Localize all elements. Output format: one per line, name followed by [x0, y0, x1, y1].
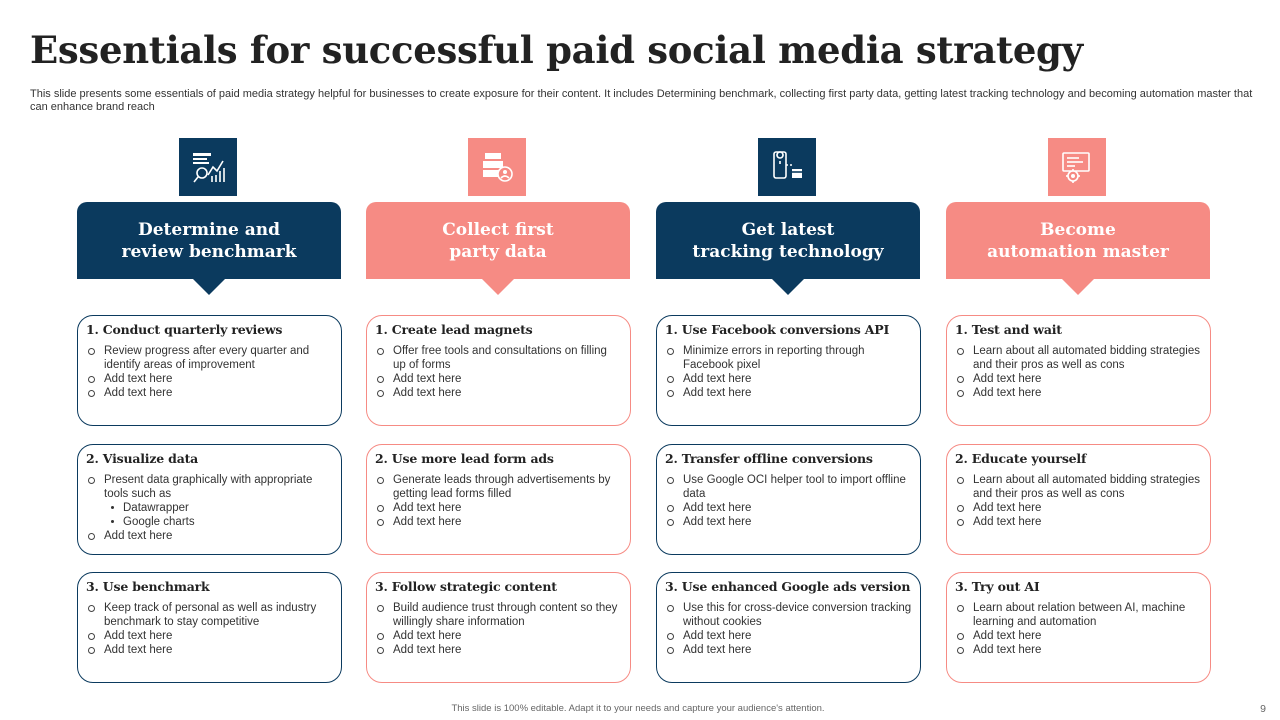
- step-card: [366, 572, 631, 683]
- list-item: Add text here: [955, 643, 1202, 657]
- step-card: [656, 444, 921, 555]
- card-title: 3. Try out AI: [955, 579, 1040, 594]
- list-item: Add text here: [955, 386, 1202, 400]
- list-item: Use this for cross-device conversion tracking without cookies: [665, 601, 912, 629]
- column-header: Get latest tracking technology: [656, 202, 920, 279]
- list-item: Add text here: [665, 643, 912, 657]
- card-title: 1. Use Facebook conversions API: [665, 322, 890, 337]
- step-card: [77, 315, 342, 426]
- header-pointer: [1062, 279, 1094, 295]
- list-item: Review progress after every quarter and identify areas of improvement: [86, 344, 333, 372]
- list-item: Add text here: [665, 515, 912, 529]
- list-item: Build audience trust through content so they willingly share information: [375, 601, 622, 629]
- header-pointer: [482, 279, 514, 295]
- step-card: [366, 315, 631, 426]
- step-card: [77, 572, 342, 683]
- list-item: Keep track of personal as well as industry benchmark to stay competitive: [86, 601, 333, 629]
- sub-list-item: Google charts: [86, 515, 333, 529]
- step-card: [946, 315, 1211, 426]
- slide-subtitle: This slide presents some essentials of paid media strategy helpful for businesses to create exposure for their content. It includes Determining benchmark, collecting first party data, getting latest tracking technology and becoming automation master that can enhance brand reach: [30, 88, 1253, 113]
- slide-title: Essentials for successful paid social media strategy: [30, 28, 1083, 72]
- card-title: 2. Educate yourself: [955, 451, 1087, 466]
- list-item: Add text here: [955, 372, 1202, 386]
- analytics-chart-icon: [179, 138, 237, 196]
- card-title: 3. Follow strategic content: [375, 579, 557, 594]
- list-item: Present data graphically with appropriate tools such as: [86, 473, 333, 501]
- automation-gear-icon: [1048, 138, 1106, 196]
- sub-list-item: Datawrapper: [86, 501, 333, 515]
- slide-footer: This slide is 100% editable. Adapt it to your needs and capture your audience's attention.: [451, 703, 825, 714]
- list-item: Add text here: [86, 629, 333, 643]
- step-card: [656, 572, 921, 683]
- list-item: Add text here: [86, 386, 333, 400]
- step-card: [77, 444, 342, 555]
- list-item: Use Google OCI helper tool to import offline data: [665, 473, 912, 501]
- list-item: Learn about relation between AI, machine learning and automation: [955, 601, 1202, 629]
- step-card: [366, 444, 631, 555]
- header-pointer: [772, 279, 804, 295]
- card-title: 1. Create lead magnets: [375, 322, 533, 337]
- step-card: [946, 572, 1211, 683]
- list-item: Add text here: [86, 529, 333, 543]
- mobile-tracking-icon: [758, 138, 816, 196]
- card-title: 2. Visualize data: [86, 451, 199, 466]
- column-header: Collect first party data: [366, 202, 630, 279]
- list-item: Offer free tools and consultations on filling up of forms: [375, 344, 622, 372]
- list-item: Add text here: [375, 372, 622, 386]
- list-item: Learn about all automated bidding strategies and their pros as well as cons: [955, 344, 1202, 372]
- list-item: Add text here: [665, 501, 912, 515]
- list-item: Add text here: [665, 386, 912, 400]
- list-item: Add text here: [375, 386, 622, 400]
- list-item: Add text here: [665, 372, 912, 386]
- card-title: 2. Use more lead form ads: [375, 451, 554, 466]
- list-item: Add text here: [665, 629, 912, 643]
- list-item: Generate leads through advertisements by getting lead forms filled: [375, 473, 622, 501]
- column-header: Become automation master: [946, 202, 1210, 279]
- card-title: 3. Use benchmark: [86, 579, 210, 594]
- list-item: Add text here: [955, 501, 1202, 515]
- card-title: 1. Conduct quarterly reviews: [86, 322, 283, 337]
- list-item: Learn about all automated bidding strategies and their pros as well as cons: [955, 473, 1202, 501]
- list-item: Add text here: [86, 643, 333, 657]
- step-card: [946, 444, 1211, 555]
- column-header: Determine and review benchmark: [77, 202, 341, 279]
- step-card: [656, 315, 921, 426]
- header-pointer: [193, 279, 225, 295]
- list-item: Add text here: [375, 629, 622, 643]
- list-item: Add text here: [86, 372, 333, 386]
- list-item: Add text here: [375, 515, 622, 529]
- data-user-icon: [468, 138, 526, 196]
- list-item: Add text here: [375, 643, 622, 657]
- card-title: 2. Transfer offline conversions: [665, 451, 873, 466]
- card-title: 1. Test and wait: [955, 322, 1062, 337]
- list-item: Add text here: [955, 629, 1202, 643]
- list-item: Minimize errors in reporting through Facebook pixel: [665, 344, 912, 372]
- list-item: Add text here: [955, 515, 1202, 529]
- card-title: 3. Use enhanced Google ads version: [665, 579, 911, 594]
- list-item: Add text here: [375, 501, 622, 515]
- page-number: 9: [1260, 703, 1266, 715]
